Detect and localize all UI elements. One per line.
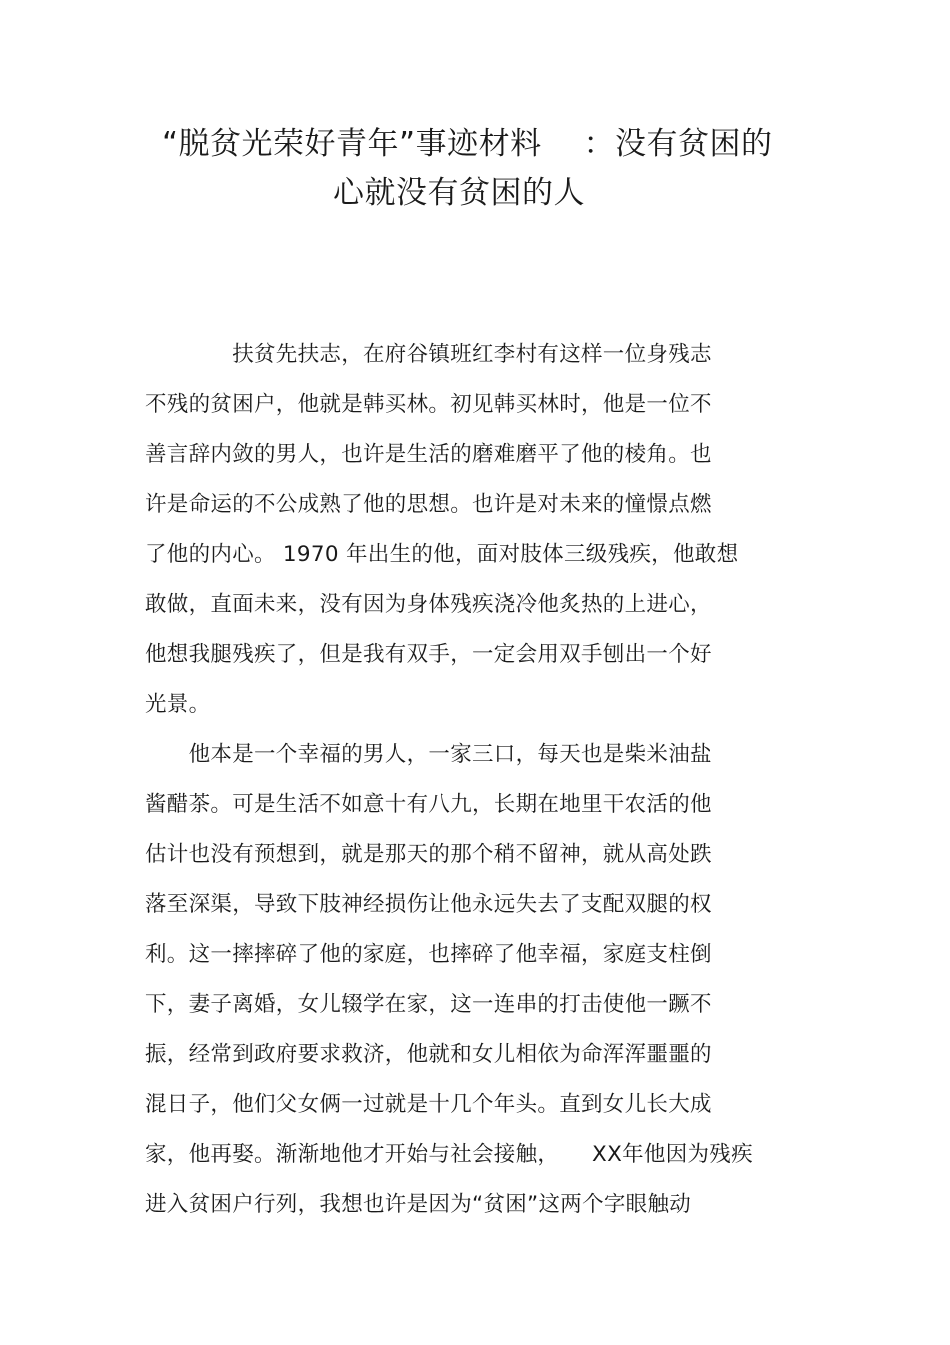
document-title-line-2: 心就没有贫困的人 bbox=[333, 175, 585, 211]
body-line: 许是命运的不公成熟了他的思想。也许是对未来的憧憬点燃 bbox=[145, 492, 712, 517]
body-line: 了他的内心。 1970 年出生的他，面对肢体三级残疾，他敢想 bbox=[145, 542, 739, 567]
body-line: 混日子，他们父女俩一过就是十几个年头。直到女儿长大成 bbox=[145, 1092, 712, 1117]
body-line: 扶贫先扶志，在府谷镇班红李村有这样一位身残志 bbox=[145, 342, 712, 367]
body-line: 他想我腿残疾了，但是我有双手，一定会用双手刨出一个好 bbox=[145, 642, 712, 667]
body-line: 光景。 bbox=[145, 692, 211, 717]
body-line: 酱醋茶。可是生活不如意十有八九，长期在地里干农活的他 bbox=[145, 792, 712, 817]
body-line: 不残的贫困户，他就是韩买林。初见韩买林时，他是一位不 bbox=[145, 392, 712, 417]
body-line: 振，经常到政府要求救济，他就和女儿相依为命浑浑噩噩的 bbox=[145, 1042, 712, 1067]
body-line: 他本是一个幸福的男人，一家三口，每天也是柴米油盐 bbox=[145, 742, 712, 767]
document-title-line-1: “脱贫光荣好青年”事迹材料 ：没有贫困的 bbox=[162, 126, 773, 162]
body-line: 家，他再娶。渐渐地他才开始与社会接触， XX年他因为残疾 bbox=[145, 1142, 753, 1167]
body-line: 敢做，直面未来，没有因为身体残疾浇冷他炙热的上进心， bbox=[145, 592, 712, 617]
body-line: 下，妻子离婚，女儿辍学在家，这一连串的打击使他一蹶不 bbox=[145, 992, 712, 1017]
body-line: 利。这一摔摔碎了他的家庭，也摔碎了他幸福，家庭支柱倒 bbox=[145, 942, 712, 967]
body-line: 落至深渠，导致下肢神经损伤让他永远失去了支配双腿的权 bbox=[145, 892, 712, 917]
body-line: 估计也没有预想到，就是那天的那个稍不留神，就从高处跌 bbox=[145, 842, 712, 867]
body-line: 善言辞内敛的男人，也许是生活的磨难磨平了他的棱角。也 bbox=[145, 442, 712, 467]
body-line: 进入贫困户行列，我想也许是因为“贫困”这两个字眼触动 bbox=[145, 1192, 692, 1217]
